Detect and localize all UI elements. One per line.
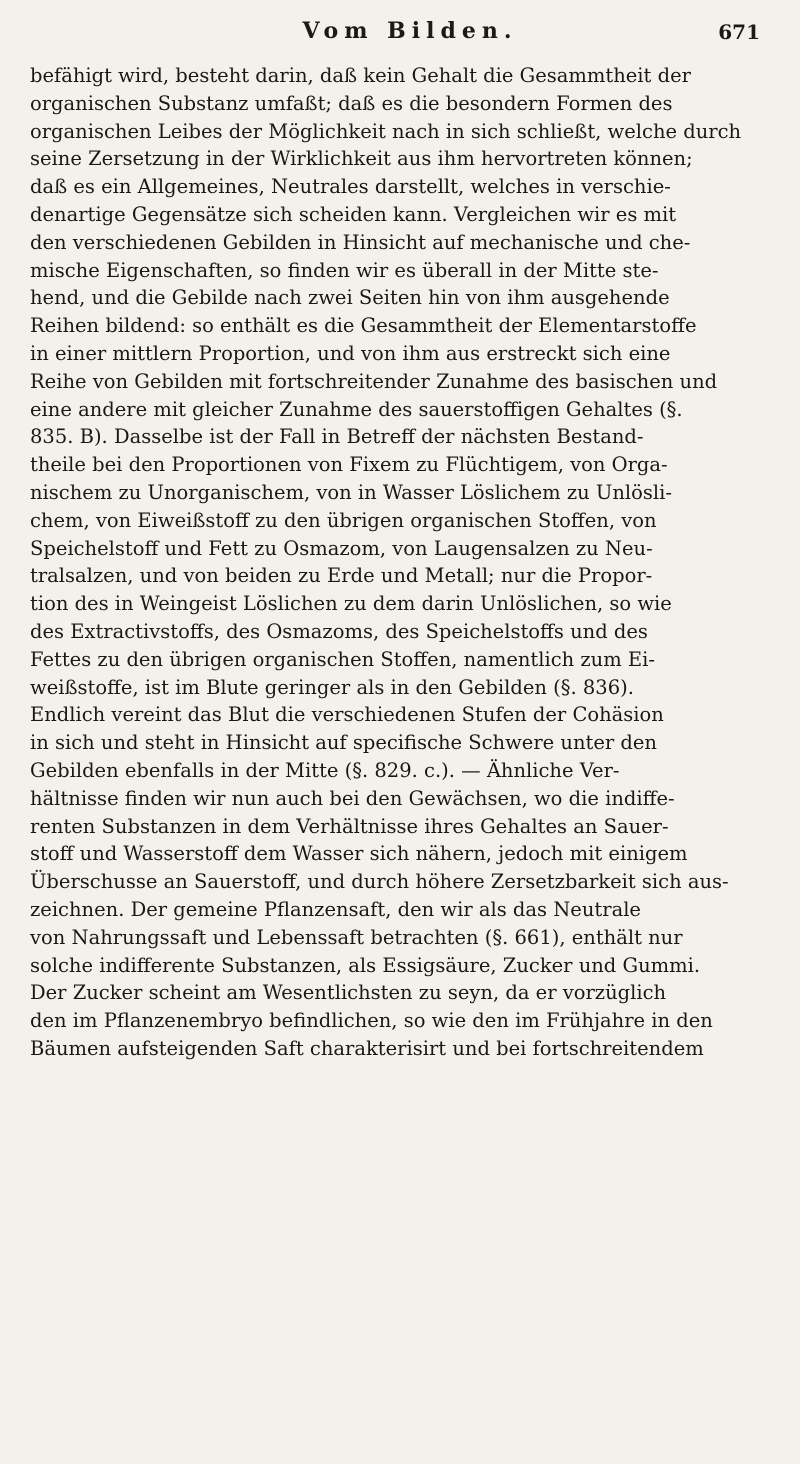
text-line: den verschiedenen Gebilden in Hinsicht auf mechanische und che- bbox=[30, 230, 691, 254]
text-line: chem, von Eiweißstoff zu den übrigen organischen Stoffen, von bbox=[30, 508, 657, 532]
text-line: mische Eigenschaften, so finden wir es überall in der Mitte ste- bbox=[30, 258, 659, 282]
text-line: Speichelstoff und Fett zu Osmazom, von Laugensalzen zu Neu- bbox=[30, 536, 653, 560]
text-line: daß es ein Allgemeines, Neutrales darstellt, welches in verschie- bbox=[30, 175, 671, 199]
running-head: Vom Bilden. bbox=[302, 18, 518, 44]
text-line: in sich und steht in Hinsicht auf specifische Schwere unter den bbox=[30, 731, 657, 755]
text-line: seine Zersetzung in der Wirklichkeit aus ihm hervortreten können; bbox=[30, 147, 693, 171]
text-line: stoff und Wasserstoff dem Wasser sich nähern, jedoch mit einigem bbox=[30, 842, 688, 866]
text-line: den im Pflanzenembryo befindlichen, so wie den im Frühjahre in den bbox=[30, 1009, 713, 1033]
text-line: Reihe von Gebilden mit fortschreitender Zunahme des basischen und bbox=[30, 369, 718, 393]
text-line: in einer mittlern Proportion, und von ihm aus erstreckt sich eine bbox=[30, 341, 671, 365]
body-text bbox=[30, 62, 790, 1063]
text-line: tralsalzen, und von beiden zu Erde und Metall; nur die Propor- bbox=[30, 564, 653, 588]
text-line: solche indifferente Substanzen, als Essigsäure, Zucker und Gummi. bbox=[30, 953, 701, 977]
text-line: zeichnen. Der gemeine Pflanzensaft, den wir als das Neutrale bbox=[30, 897, 641, 921]
text-line: Endlich vereint das Blut die verschiedenen Stufen der Cohäsion bbox=[30, 703, 664, 727]
text-line: hend, und die Gebilde nach zwei Seiten hin von ihm ausgehende bbox=[30, 286, 670, 310]
text-line: Reihen bildend: so enthält es die Gesammtheit der Elementarstoffe bbox=[30, 314, 697, 338]
text-line: eine andere mit gleicher Zunahme des sauerstoffigen Gehaltes (§. bbox=[30, 397, 683, 421]
text-line: organischen Substanz umfaßt; daß es die besondern Formen des bbox=[30, 91, 673, 115]
text-line: renten Substanzen in dem Verhältnisse ihres Gehaltes an Sauer- bbox=[30, 814, 669, 838]
text-line: hältnisse finden wir nun auch bei den Gewächsen, wo die indiffe- bbox=[30, 786, 675, 810]
text-line: von Nahrungssaft und Lebenssaft betrachten (§. 661), enthält nur bbox=[30, 925, 683, 949]
text-line: Der Zucker scheint am Wesentlichsten zu seyn, da er vorzüglich bbox=[30, 981, 667, 1005]
text-line: tion des in Weingeist Löslichen zu dem darin Unlöslichen, so wie bbox=[30, 592, 672, 616]
text-line: 835. B). Dasselbe ist der Fall in Betreff der nächsten Bestand- bbox=[30, 425, 644, 449]
text-line: weißstoffe, ist im Blute geringer als in den Gebilden (§. 836). bbox=[30, 675, 634, 699]
text-line: befähigt wird, besteht darin, daß kein Gehalt die Gesammtheit der bbox=[30, 64, 691, 87]
text-line: organischen Leibes der Möglichkeit nach in sich schließt, welche durch bbox=[30, 119, 742, 143]
text-line: Bäumen aufsteigenden Saft charakterisirt und bei fortschreitendem bbox=[30, 1036, 704, 1060]
text-line: nischem zu Unorganischem, von in Wasser Löslichem zu Unlösli- bbox=[30, 480, 672, 504]
page-header bbox=[60, 14, 760, 50]
text-line: denartige Gegensätze sich scheiden kann. Vergleichen wir es mit bbox=[30, 202, 677, 226]
text-line: theile bei den Proportionen von Fixem zu Flüchtigem, von Orga- bbox=[30, 453, 668, 477]
text-line: Überschusse an Sauerstoff, und durch höhere Zersetzbarkeit sich aus- bbox=[30, 870, 729, 894]
page-number: 671 bbox=[718, 20, 760, 44]
text-line: des Extractivstoffs, des Osmazoms, des Speichelstoffs und des bbox=[30, 619, 648, 643]
text-line: Gebilden ebenfalls in der Mitte (§. 829. c.). — Ähnliche Ver- bbox=[30, 758, 620, 782]
text-line: Fettes zu den übrigen organischen Stoffen, namentlich zum Ei- bbox=[30, 647, 655, 671]
